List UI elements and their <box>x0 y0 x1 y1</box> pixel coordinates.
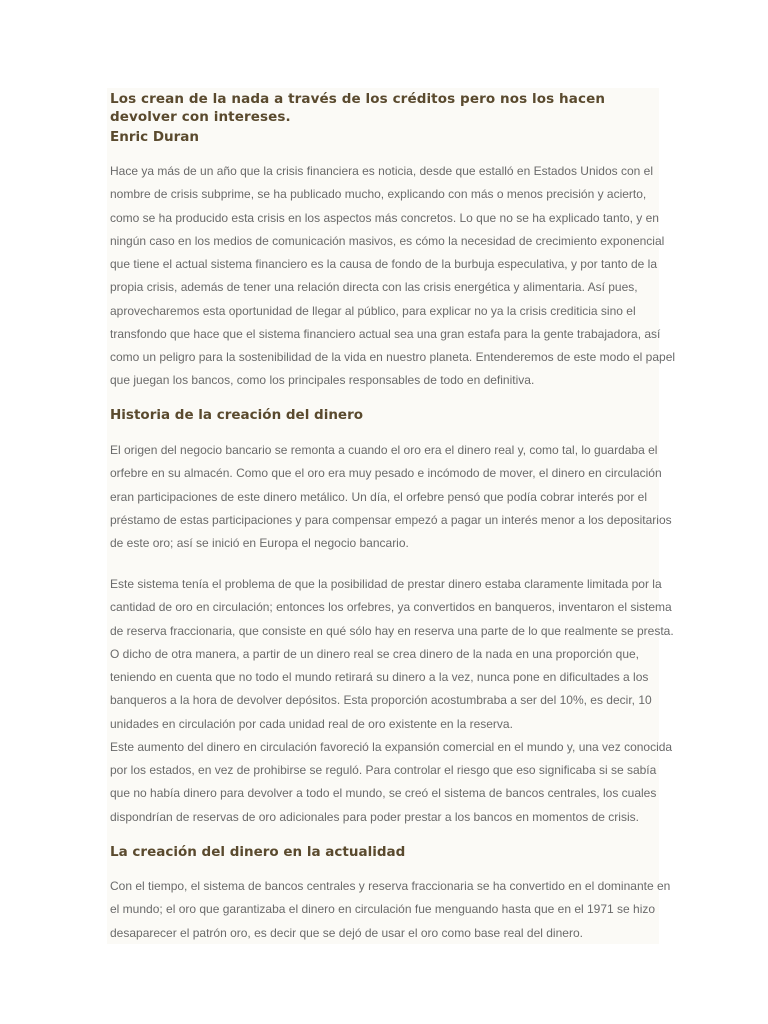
text-line: nombre de crisis subprime, se ha publicado mucho, explicando con más o menos precisión y acierto, <box>110 187 647 202</box>
text-line: que no había dinero para devolver a todo el mundo, se creó el sistema de bancos centrales, los cuales <box>110 786 657 801</box>
text-line: el mundo; el oro que garantizaba el dinero en circulación fue menguando hasta que en el 1971 se hizo <box>110 902 656 917</box>
text-line: Este sistema tenía el problema de que la posibilidad de prestar dinero estaba claramente limitada por la <box>110 577 662 591</box>
text-line: de este oro; así se inició en Europa el negocio bancario. <box>110 536 409 550</box>
history-paragraph-1 <box>110 439 670 555</box>
text-line: Con el tiempo, el sistema de bancos centrales y reserva fraccionaria se ha convertido en el dominante en <box>110 879 671 893</box>
text-line: El origen del negocio bancario se remonta a cuando el oro era el dinero real y, como tal, lo guardaba el <box>110 443 658 457</box>
text-line: cantidad de oro en circulación; entonces los orfebres, ya convertidos en banqueros, inventaron el sistema <box>110 600 672 615</box>
text-line: aprovecharemos esta oportunidad de llegar al público, para explicar no ya la crisis crediticia sino el <box>110 303 636 318</box>
text-line: que tiene el actual sistema financiero es la causa de fondo de la burbuja especulativa, y por tanto de la <box>110 257 658 271</box>
text-line: de reserva fraccionaria, que consiste en qué sólo hay en reserva una parte de lo que realmente se presta. <box>110 623 674 638</box>
text-line: eran participaciones de este dinero metálico. Un día, el orfebre pensó que podía cobrar interés por el <box>110 489 647 504</box>
text-line: propia crisis, además de tener una relación directa con las crisis energética y alimentaria. Así pues, <box>110 280 638 295</box>
text-line: O dicho de otra manera, a partir de un dinero real se crea dinero de la nada en una proporción que, <box>110 646 640 661</box>
text-line: Hace ya más de un año que la crisis financiera es noticia, desde que estalló en Estados Unidos con el <box>110 164 653 178</box>
text-line: banqueros a la hora de devolver depósitos. Esta proporción acostumbraba a ser del 10%, es decir, 10 <box>110 693 652 708</box>
text-line: como se ha producido esta crisis en los aspectos más concretos. Lo que no se ha explicado tanto, y en <box>110 210 659 225</box>
text-line: orfebre en su almacén. Como que el oro era muy pesado e incómodo de mover, el dinero en circulación <box>110 466 662 481</box>
article-title: Los crean de la nada a través de los créditos pero nos los hacen devolver con intereses. <box>110 91 606 125</box>
text-line: ningún caso en los medios de comunicación masivos, es cómo la necesidad de crecimiento exponencial <box>110 233 665 248</box>
text-line: Este aumento del dinero en circulación favoreció la expansión comercial en el mundo y, una vez conocida <box>110 739 673 754</box>
text-line: teniendo en cuenta que no todo el mundo retirará su dinero a la vez, nunca pone en dificultades a los <box>110 670 649 684</box>
text-line: por los estados, en vez de prohibirse se reguló. Para controlar el riesgo que eso significaba si se sabía <box>110 763 657 777</box>
text-line: como un peligro para la sostenibilidad de la vida en nuestro planeta. Entenderemos de este modo el papel <box>110 350 676 364</box>
intro-paragraph <box>110 160 676 393</box>
text-line: que juegan los bancos, como los principales responsables de todo en definitiva. <box>110 373 535 388</box>
section-heading-history: Historia de la creación del dinero <box>110 407 364 423</box>
text-line: transfondo que hace que el sistema financiero actual sea una gran estafa para la gente trabajadora, así <box>110 326 661 341</box>
text-line: préstamo de estas participaciones y para compensar empezó a pagar un interés menor a los depositarios <box>110 512 672 527</box>
history-paragraph-2 <box>110 573 674 829</box>
text-line: unidades en circulación por cada unidad real de oro existente en la reserva. <box>110 716 513 731</box>
text-line: dispondrían de reservas de oro adicionales para poder prestar a los bancos en momentos de crisis. <box>110 809 639 824</box>
section-heading-current: La creación del dinero en la actualidad <box>110 844 406 860</box>
text-line: desaparecer el patrón oro, es decir que se dejó de usar el oro como base real del dinero. <box>110 925 583 940</box>
current-paragraph-1 <box>110 875 670 945</box>
article-author: Enric Duran <box>110 129 200 145</box>
